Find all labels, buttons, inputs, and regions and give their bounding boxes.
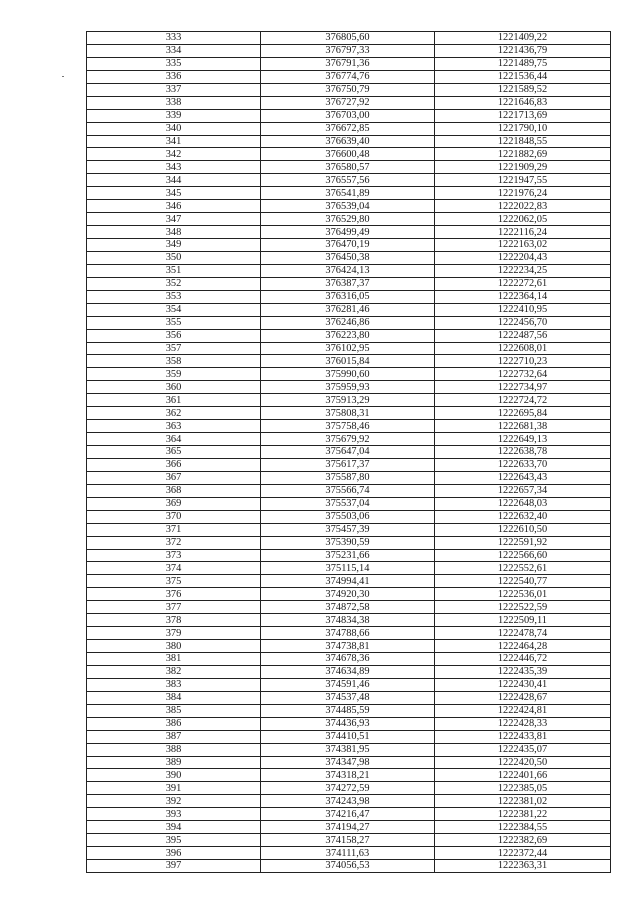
x-coordinate-cell: 376541,89 bbox=[261, 187, 435, 200]
y-coordinate-cell: 1222424,81 bbox=[435, 704, 611, 717]
table-row bbox=[87, 756, 611, 769]
point-number-cell: 376 bbox=[87, 588, 261, 601]
x-coordinate-cell: 376316,05 bbox=[261, 290, 435, 303]
table-row bbox=[87, 433, 611, 446]
y-coordinate-cell: 1222456,70 bbox=[435, 316, 611, 329]
y-coordinate-cell: 1222566,60 bbox=[435, 549, 611, 562]
point-number-cell: 363 bbox=[87, 420, 261, 433]
point-number-cell: 372 bbox=[87, 536, 261, 549]
table-row bbox=[87, 355, 611, 368]
table-row bbox=[87, 148, 611, 161]
x-coordinate-cell: 374738,81 bbox=[261, 640, 435, 653]
y-coordinate-cell: 1222401,66 bbox=[435, 769, 611, 782]
y-coordinate-cell: 1222732,64 bbox=[435, 368, 611, 381]
table-row bbox=[87, 161, 611, 174]
y-coordinate-cell: 1222638,78 bbox=[435, 446, 611, 459]
point-number-cell: 345 bbox=[87, 187, 261, 200]
table-row bbox=[87, 83, 611, 96]
x-coordinate-cell: 375457,39 bbox=[261, 523, 435, 536]
x-coordinate-cell: 374436,93 bbox=[261, 717, 435, 730]
y-coordinate-cell: 1222648,03 bbox=[435, 497, 611, 510]
y-coordinate-cell: 1221536,44 bbox=[435, 70, 611, 83]
table-row bbox=[87, 549, 611, 562]
x-coordinate-cell: 375959,93 bbox=[261, 381, 435, 394]
table-row bbox=[87, 730, 611, 743]
y-coordinate-cell: 1222643,43 bbox=[435, 471, 611, 484]
point-number-cell: 373 bbox=[87, 549, 261, 562]
y-coordinate-cell: 1221909,29 bbox=[435, 161, 611, 174]
point-number-cell: 337 bbox=[87, 83, 261, 96]
table-row bbox=[87, 122, 611, 135]
y-coordinate-cell: 1222695,84 bbox=[435, 407, 611, 420]
x-coordinate-cell: 375758,46 bbox=[261, 420, 435, 433]
y-coordinate-cell: 1222364,14 bbox=[435, 290, 611, 303]
y-coordinate-cell: 1222234,25 bbox=[435, 264, 611, 277]
point-number-cell: 353 bbox=[87, 290, 261, 303]
y-coordinate-cell: 1222204,43 bbox=[435, 251, 611, 264]
table-row bbox=[87, 769, 611, 782]
x-coordinate-cell: 376557,56 bbox=[261, 174, 435, 187]
y-coordinate-cell: 1221436,79 bbox=[435, 44, 611, 57]
point-number-cell: 370 bbox=[87, 510, 261, 523]
x-coordinate-cell: 375679,92 bbox=[261, 433, 435, 446]
x-coordinate-cell: 374872,58 bbox=[261, 601, 435, 614]
point-number-cell: 384 bbox=[87, 691, 261, 704]
y-coordinate-cell: 1222610,50 bbox=[435, 523, 611, 536]
y-coordinate-cell: 1222540,77 bbox=[435, 575, 611, 588]
table-row bbox=[87, 497, 611, 510]
y-coordinate-cell: 1222608,01 bbox=[435, 342, 611, 355]
x-coordinate-cell: 374243,98 bbox=[261, 795, 435, 808]
x-coordinate-cell: 376387,37 bbox=[261, 277, 435, 290]
x-coordinate-cell: 374834,38 bbox=[261, 614, 435, 627]
table-row bbox=[87, 665, 611, 678]
x-coordinate-cell: 376281,46 bbox=[261, 303, 435, 316]
point-number-cell: 391 bbox=[87, 782, 261, 795]
table-row bbox=[87, 821, 611, 834]
point-number-cell: 343 bbox=[87, 161, 261, 174]
table-row bbox=[87, 381, 611, 394]
table-row bbox=[87, 213, 611, 226]
point-number-cell: 371 bbox=[87, 523, 261, 536]
x-coordinate-cell: 374994,41 bbox=[261, 575, 435, 588]
x-coordinate-cell: 375390,59 bbox=[261, 536, 435, 549]
x-coordinate-cell: 375503,06 bbox=[261, 510, 435, 523]
y-coordinate-cell: 1221976,24 bbox=[435, 187, 611, 200]
x-coordinate-cell: 375990,60 bbox=[261, 368, 435, 381]
table-row bbox=[87, 329, 611, 342]
x-coordinate-cell: 374537,48 bbox=[261, 691, 435, 704]
table-row bbox=[87, 458, 611, 471]
y-coordinate-cell: 1222272,61 bbox=[435, 277, 611, 290]
x-coordinate-cell: 375537,04 bbox=[261, 497, 435, 510]
x-coordinate-cell: 376727,92 bbox=[261, 96, 435, 109]
table-row bbox=[87, 407, 611, 420]
point-number-cell: 392 bbox=[87, 795, 261, 808]
point-number-cell: 390 bbox=[87, 769, 261, 782]
y-coordinate-cell: 1222522,59 bbox=[435, 601, 611, 614]
y-coordinate-cell: 1222428,67 bbox=[435, 691, 611, 704]
point-number-cell: 347 bbox=[87, 213, 261, 226]
y-coordinate-cell: 1222163,02 bbox=[435, 239, 611, 252]
x-coordinate-cell: 374485,59 bbox=[261, 704, 435, 717]
point-number-cell: 357 bbox=[87, 342, 261, 355]
x-coordinate-cell: 376424,13 bbox=[261, 264, 435, 277]
point-number-cell: 382 bbox=[87, 665, 261, 678]
x-coordinate-cell: 375566,74 bbox=[261, 484, 435, 497]
table-row bbox=[87, 226, 611, 239]
x-coordinate-cell: 375617,37 bbox=[261, 458, 435, 471]
y-coordinate-cell: 1222428,33 bbox=[435, 717, 611, 730]
x-coordinate-cell: 374272,59 bbox=[261, 782, 435, 795]
point-number-cell: 355 bbox=[87, 316, 261, 329]
y-coordinate-cell: 1222478,74 bbox=[435, 627, 611, 640]
y-coordinate-cell: 1222435,07 bbox=[435, 743, 611, 756]
y-coordinate-cell: 1221713,69 bbox=[435, 109, 611, 122]
table-row bbox=[87, 653, 611, 666]
table-row bbox=[87, 536, 611, 549]
point-number-cell: 348 bbox=[87, 226, 261, 239]
point-number-cell: 336 bbox=[87, 70, 261, 83]
y-coordinate-cell: 1222372,44 bbox=[435, 847, 611, 860]
point-number-cell: 356 bbox=[87, 329, 261, 342]
x-coordinate-cell: 375913,29 bbox=[261, 394, 435, 407]
point-number-cell: 387 bbox=[87, 730, 261, 743]
point-number-cell: 388 bbox=[87, 743, 261, 756]
x-coordinate-cell: 376102,95 bbox=[261, 342, 435, 355]
table-row bbox=[87, 135, 611, 148]
table-row bbox=[87, 808, 611, 821]
table-row bbox=[87, 446, 611, 459]
x-coordinate-cell: 376797,33 bbox=[261, 44, 435, 57]
table-row bbox=[87, 420, 611, 433]
point-number-cell: 381 bbox=[87, 653, 261, 666]
x-coordinate-cell: 376774,76 bbox=[261, 70, 435, 83]
x-coordinate-cell: 374194,27 bbox=[261, 821, 435, 834]
point-number-cell: 369 bbox=[87, 497, 261, 510]
table-row bbox=[87, 394, 611, 407]
point-number-cell: 344 bbox=[87, 174, 261, 187]
table-row bbox=[87, 303, 611, 316]
point-number-cell: 394 bbox=[87, 821, 261, 834]
point-number-cell: 338 bbox=[87, 96, 261, 109]
x-coordinate-cell: 376529,80 bbox=[261, 213, 435, 226]
point-number-cell: 360 bbox=[87, 381, 261, 394]
y-coordinate-cell: 1221848,55 bbox=[435, 135, 611, 148]
point-number-cell: 333 bbox=[87, 32, 261, 45]
table-row bbox=[87, 562, 611, 575]
table-row bbox=[87, 510, 611, 523]
coordinates-table-body bbox=[87, 32, 611, 873]
x-coordinate-cell: 374920,30 bbox=[261, 588, 435, 601]
point-number-cell: 354 bbox=[87, 303, 261, 316]
scan-speck bbox=[62, 76, 64, 77]
x-coordinate-cell: 374056,53 bbox=[261, 860, 435, 873]
y-coordinate-cell: 1222552,61 bbox=[435, 562, 611, 575]
point-number-cell: 366 bbox=[87, 458, 261, 471]
point-number-cell: 346 bbox=[87, 200, 261, 213]
table-row bbox=[87, 174, 611, 187]
point-number-cell: 341 bbox=[87, 135, 261, 148]
y-coordinate-cell: 1222022,83 bbox=[435, 200, 611, 213]
table-row bbox=[87, 484, 611, 497]
x-coordinate-cell: 376600,48 bbox=[261, 148, 435, 161]
x-coordinate-cell: 374158,27 bbox=[261, 834, 435, 847]
point-number-cell: 335 bbox=[87, 57, 261, 70]
x-coordinate-cell: 375231,66 bbox=[261, 549, 435, 562]
point-number-cell: 380 bbox=[87, 640, 261, 653]
x-coordinate-cell: 374381,95 bbox=[261, 743, 435, 756]
x-coordinate-cell: 375587,80 bbox=[261, 471, 435, 484]
x-coordinate-cell: 376470,19 bbox=[261, 239, 435, 252]
table-row bbox=[87, 277, 611, 290]
y-coordinate-cell: 1222385,05 bbox=[435, 782, 611, 795]
y-coordinate-cell: 1222435,39 bbox=[435, 665, 611, 678]
x-coordinate-cell: 374634,89 bbox=[261, 665, 435, 678]
x-coordinate-cell: 376750,79 bbox=[261, 83, 435, 96]
point-number-cell: 361 bbox=[87, 394, 261, 407]
y-coordinate-cell: 1222363,31 bbox=[435, 860, 611, 873]
y-coordinate-cell: 1222433,81 bbox=[435, 730, 611, 743]
table-row bbox=[87, 342, 611, 355]
point-number-cell: 393 bbox=[87, 808, 261, 821]
point-number-cell: 367 bbox=[87, 471, 261, 484]
table-row bbox=[87, 187, 611, 200]
table-row bbox=[87, 795, 611, 808]
x-coordinate-cell: 375115,14 bbox=[261, 562, 435, 575]
x-coordinate-cell: 376015,84 bbox=[261, 355, 435, 368]
point-number-cell: 350 bbox=[87, 251, 261, 264]
y-coordinate-cell: 1222430,41 bbox=[435, 678, 611, 691]
y-coordinate-cell: 1222487,56 bbox=[435, 329, 611, 342]
table-row bbox=[87, 575, 611, 588]
x-coordinate-cell: 376703,00 bbox=[261, 109, 435, 122]
table-row bbox=[87, 109, 611, 122]
y-coordinate-cell: 1222381,02 bbox=[435, 795, 611, 808]
table-row bbox=[87, 471, 611, 484]
table-row bbox=[87, 523, 611, 536]
table-row bbox=[87, 368, 611, 381]
point-number-cell: 377 bbox=[87, 601, 261, 614]
table-row bbox=[87, 70, 611, 83]
table-row bbox=[87, 264, 611, 277]
point-number-cell: 349 bbox=[87, 239, 261, 252]
x-coordinate-cell: 374788,66 bbox=[261, 627, 435, 640]
point-number-cell: 379 bbox=[87, 627, 261, 640]
point-number-cell: 383 bbox=[87, 678, 261, 691]
x-coordinate-cell: 374678,36 bbox=[261, 653, 435, 666]
point-number-cell: 389 bbox=[87, 756, 261, 769]
y-coordinate-cell: 1222420,50 bbox=[435, 756, 611, 769]
point-number-cell: 334 bbox=[87, 44, 261, 57]
y-coordinate-cell: 1221409,22 bbox=[435, 32, 611, 45]
y-coordinate-cell: 1222384,55 bbox=[435, 821, 611, 834]
point-number-cell: 362 bbox=[87, 407, 261, 420]
y-coordinate-cell: 1222410,95 bbox=[435, 303, 611, 316]
x-coordinate-cell: 376499,49 bbox=[261, 226, 435, 239]
x-coordinate-cell: 375808,31 bbox=[261, 407, 435, 420]
y-coordinate-cell: 1222649,13 bbox=[435, 433, 611, 446]
point-number-cell: 386 bbox=[87, 717, 261, 730]
point-number-cell: 395 bbox=[87, 834, 261, 847]
point-number-cell: 365 bbox=[87, 446, 261, 459]
y-coordinate-cell: 1222536,01 bbox=[435, 588, 611, 601]
y-coordinate-cell: 1222382,69 bbox=[435, 834, 611, 847]
y-coordinate-cell: 1221790,10 bbox=[435, 122, 611, 135]
x-coordinate-cell: 374347,98 bbox=[261, 756, 435, 769]
table-row bbox=[87, 640, 611, 653]
y-coordinate-cell: 1222464,28 bbox=[435, 640, 611, 653]
point-number-cell: 368 bbox=[87, 484, 261, 497]
y-coordinate-cell: 1222724,72 bbox=[435, 394, 611, 407]
x-coordinate-cell: 374318,21 bbox=[261, 769, 435, 782]
point-number-cell: 358 bbox=[87, 355, 261, 368]
table-row bbox=[87, 57, 611, 70]
point-number-cell: 359 bbox=[87, 368, 261, 381]
y-coordinate-cell: 1222632,40 bbox=[435, 510, 611, 523]
x-coordinate-cell: 376580,57 bbox=[261, 161, 435, 174]
y-coordinate-cell: 1221882,69 bbox=[435, 148, 611, 161]
x-coordinate-cell: 376223,80 bbox=[261, 329, 435, 342]
table-row bbox=[87, 32, 611, 45]
point-number-cell: 339 bbox=[87, 109, 261, 122]
point-number-cell: 352 bbox=[87, 277, 261, 290]
table-row bbox=[87, 691, 611, 704]
point-number-cell: 397 bbox=[87, 860, 261, 873]
table-row bbox=[87, 200, 611, 213]
y-coordinate-cell: 1222062,05 bbox=[435, 213, 611, 226]
point-number-cell: 396 bbox=[87, 847, 261, 860]
table-row bbox=[87, 678, 611, 691]
x-coordinate-cell: 376639,40 bbox=[261, 135, 435, 148]
point-number-cell: 378 bbox=[87, 614, 261, 627]
point-number-cell: 340 bbox=[87, 122, 261, 135]
y-coordinate-cell: 1222509,11 bbox=[435, 614, 611, 627]
point-number-cell: 374 bbox=[87, 562, 261, 575]
table-row bbox=[87, 251, 611, 264]
table-row bbox=[87, 316, 611, 329]
table-row bbox=[87, 847, 611, 860]
table-row bbox=[87, 743, 611, 756]
table-row bbox=[87, 614, 611, 627]
table-row bbox=[87, 627, 611, 640]
point-number-cell: 342 bbox=[87, 148, 261, 161]
x-coordinate-cell: 376791,36 bbox=[261, 57, 435, 70]
y-coordinate-cell: 1221646,83 bbox=[435, 96, 611, 109]
table-row bbox=[87, 717, 611, 730]
table-row bbox=[87, 290, 611, 303]
table-row bbox=[87, 44, 611, 57]
coordinates-table bbox=[86, 31, 611, 873]
y-coordinate-cell: 1221947,55 bbox=[435, 174, 611, 187]
table-row bbox=[87, 860, 611, 873]
x-coordinate-cell: 375647,04 bbox=[261, 446, 435, 459]
y-coordinate-cell: 1222633,70 bbox=[435, 458, 611, 471]
table-row bbox=[87, 588, 611, 601]
x-coordinate-cell: 374111,63 bbox=[261, 847, 435, 860]
x-coordinate-cell: 376539,04 bbox=[261, 200, 435, 213]
document-page bbox=[86, 31, 610, 873]
y-coordinate-cell: 1222710,23 bbox=[435, 355, 611, 368]
y-coordinate-cell: 1222657,34 bbox=[435, 484, 611, 497]
y-coordinate-cell: 1221489,75 bbox=[435, 57, 611, 70]
point-number-cell: 364 bbox=[87, 433, 261, 446]
point-number-cell: 385 bbox=[87, 704, 261, 717]
x-coordinate-cell: 376672,85 bbox=[261, 122, 435, 135]
y-coordinate-cell: 1222681,38 bbox=[435, 420, 611, 433]
y-coordinate-cell: 1222734,97 bbox=[435, 381, 611, 394]
y-coordinate-cell: 1221589,52 bbox=[435, 83, 611, 96]
table-row bbox=[87, 834, 611, 847]
table-row bbox=[87, 239, 611, 252]
y-coordinate-cell: 1222381,22 bbox=[435, 808, 611, 821]
table-row bbox=[87, 704, 611, 717]
x-coordinate-cell: 374591,46 bbox=[261, 678, 435, 691]
point-number-cell: 351 bbox=[87, 264, 261, 277]
y-coordinate-cell: 1222116,24 bbox=[435, 226, 611, 239]
y-coordinate-cell: 1222446,72 bbox=[435, 653, 611, 666]
table-row bbox=[87, 782, 611, 795]
x-coordinate-cell: 374410,51 bbox=[261, 730, 435, 743]
y-coordinate-cell: 1222591,92 bbox=[435, 536, 611, 549]
table-row bbox=[87, 601, 611, 614]
point-number-cell: 375 bbox=[87, 575, 261, 588]
x-coordinate-cell: 376450,38 bbox=[261, 251, 435, 264]
x-coordinate-cell: 376246,86 bbox=[261, 316, 435, 329]
table-row bbox=[87, 96, 611, 109]
x-coordinate-cell: 376805,60 bbox=[261, 32, 435, 45]
x-coordinate-cell: 374216,47 bbox=[261, 808, 435, 821]
